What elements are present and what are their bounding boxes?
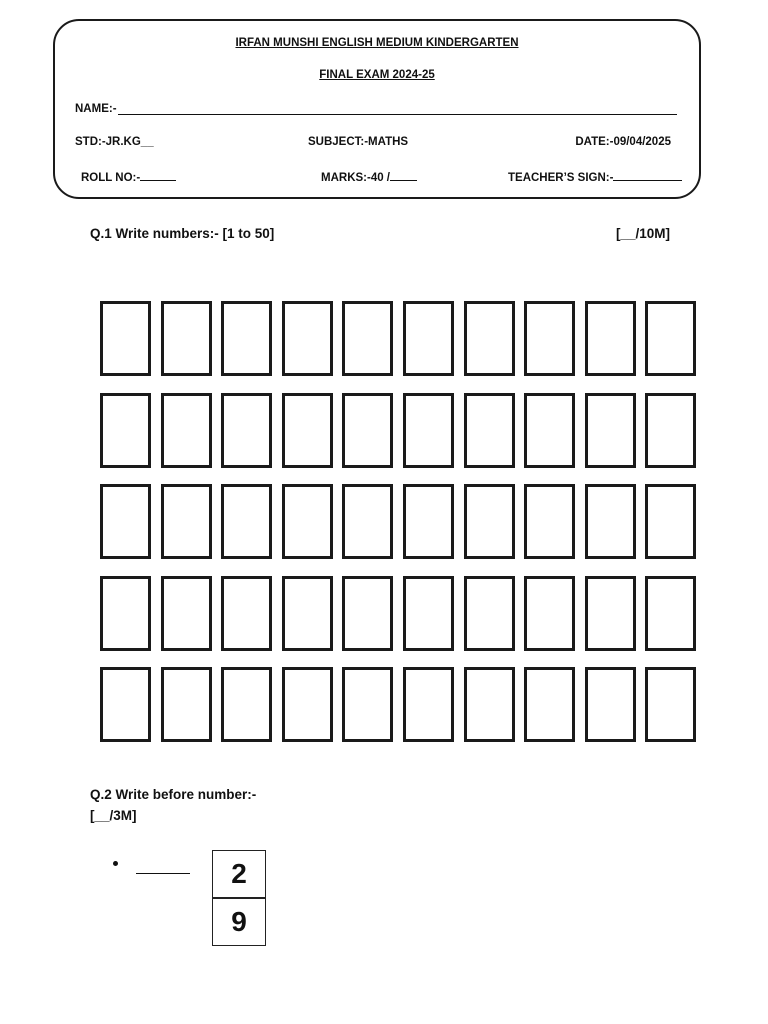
exam-title: FINAL EXAM 2024-25 bbox=[319, 69, 435, 81]
number-write-box[interactable] bbox=[585, 576, 636, 651]
bullet-icon bbox=[113, 861, 118, 866]
number-write-box[interactable] bbox=[464, 667, 515, 742]
number-write-box[interactable] bbox=[403, 576, 454, 651]
number-write-box[interactable] bbox=[585, 667, 636, 742]
number-write-box[interactable] bbox=[645, 667, 696, 742]
number-write-box[interactable] bbox=[342, 576, 393, 651]
date-label: DATE:-09/04/2025 bbox=[575, 136, 671, 148]
std-label: STD:-JR.KG__ bbox=[75, 136, 154, 148]
number-write-box[interactable] bbox=[221, 301, 272, 376]
marks-blank[interactable] bbox=[390, 169, 417, 181]
roll-no-blank[interactable] bbox=[140, 169, 176, 181]
number-write-box[interactable] bbox=[100, 667, 151, 742]
number-write-box[interactable] bbox=[221, 393, 272, 468]
marks-label: MARKS:-40 / bbox=[321, 172, 391, 184]
number-write-box[interactable] bbox=[403, 667, 454, 742]
name-label: NAME:- bbox=[75, 103, 117, 115]
number-write-box[interactable] bbox=[645, 484, 696, 559]
number-write-box[interactable] bbox=[282, 576, 333, 651]
subject-label: SUBJECT:-MATHS bbox=[308, 136, 409, 148]
number-write-box[interactable] bbox=[524, 576, 575, 651]
roll-no-row bbox=[81, 169, 176, 184]
number-write-box[interactable] bbox=[464, 484, 515, 559]
name-blank[interactable] bbox=[118, 102, 677, 115]
number-write-box[interactable] bbox=[403, 301, 454, 376]
school-name: IRFAN MUNSHI ENGLISH MEDIUM KINDERGARTEN bbox=[235, 37, 519, 49]
number-write-box[interactable] bbox=[221, 667, 272, 742]
before-number-blank[interactable] bbox=[136, 873, 190, 874]
number-write-box[interactable] bbox=[282, 393, 333, 468]
number-write-box[interactable] bbox=[221, 484, 272, 559]
number-write-box[interactable] bbox=[403, 393, 454, 468]
number-write-box[interactable] bbox=[464, 393, 515, 468]
roll-no-label: ROLL NO:- bbox=[81, 172, 141, 184]
number-box-1: 2 bbox=[212, 850, 266, 898]
number-write-box[interactable] bbox=[645, 301, 696, 376]
number-write-box[interactable] bbox=[282, 301, 333, 376]
q2-title: Q.2 Write before number:- bbox=[90, 787, 257, 802]
number-box-2: 9 bbox=[212, 898, 266, 946]
number-write-box[interactable] bbox=[342, 301, 393, 376]
number-write-box[interactable] bbox=[645, 393, 696, 468]
number-write-box[interactable] bbox=[161, 667, 212, 742]
number-writing-grid bbox=[100, 301, 692, 743]
number-write-box[interactable] bbox=[161, 484, 212, 559]
number-write-box[interactable] bbox=[161, 393, 212, 468]
number-write-box[interactable] bbox=[342, 484, 393, 559]
q1-marks: [__/10M] bbox=[616, 226, 671, 241]
number-write-box[interactable] bbox=[403, 484, 454, 559]
number-write-box[interactable] bbox=[524, 393, 575, 468]
number-write-box[interactable] bbox=[524, 301, 575, 376]
number-write-box[interactable] bbox=[161, 576, 212, 651]
marks-row bbox=[321, 169, 417, 184]
number-write-box[interactable] bbox=[585, 301, 636, 376]
q2-marks: [__/3M] bbox=[90, 808, 137, 823]
number-write-box[interactable] bbox=[464, 301, 515, 376]
number-write-box[interactable] bbox=[282, 484, 333, 559]
teacher-sign-row bbox=[508, 169, 682, 184]
name-row bbox=[75, 102, 677, 115]
number-write-box[interactable] bbox=[524, 484, 575, 559]
number-write-box[interactable] bbox=[282, 667, 333, 742]
number-write-box[interactable] bbox=[100, 484, 151, 559]
number-write-box[interactable] bbox=[221, 576, 272, 651]
number-write-box[interactable] bbox=[524, 667, 575, 742]
number-write-box[interactable] bbox=[161, 301, 212, 376]
number-write-box[interactable] bbox=[645, 576, 696, 651]
number-write-box[interactable] bbox=[100, 576, 151, 651]
number-write-box[interactable] bbox=[342, 667, 393, 742]
number-write-box[interactable] bbox=[585, 484, 636, 559]
number-write-box[interactable] bbox=[464, 576, 515, 651]
exam-header-box bbox=[53, 19, 701, 199]
teacher-sign-label: TEACHER’S SIGN:- bbox=[508, 172, 614, 184]
number-write-box[interactable] bbox=[585, 393, 636, 468]
q1-title: Q.1 Write numbers:- [1 to 50] bbox=[90, 226, 275, 241]
number-write-box[interactable] bbox=[342, 393, 393, 468]
number-write-box[interactable] bbox=[100, 301, 151, 376]
number-write-box[interactable] bbox=[100, 393, 151, 468]
teacher-sign-blank[interactable] bbox=[613, 169, 682, 181]
